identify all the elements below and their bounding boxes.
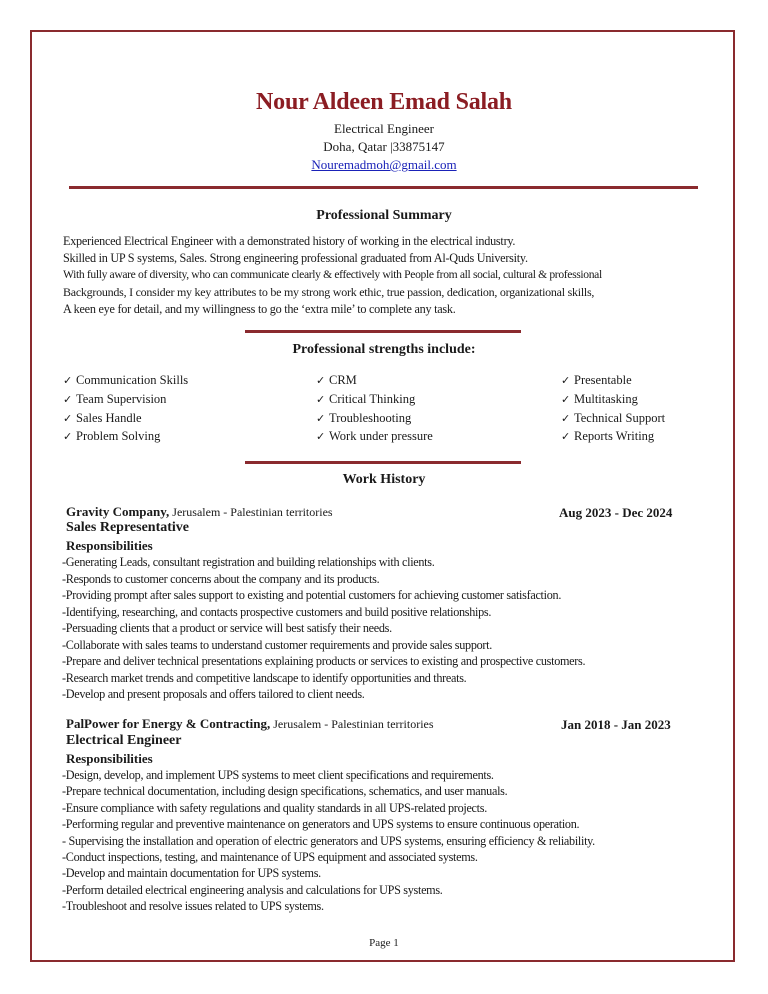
work-history-heading: Work History (342, 472, 426, 487)
checkmark-icon: ✓ (561, 394, 571, 406)
header-divider (69, 186, 698, 189)
responsibility-item: -Responds to customer concerns about the company and its products. (62, 571, 380, 586)
strength-item (561, 411, 665, 426)
checkmark-icon: ✓ (316, 394, 326, 406)
responsibility-item: -Conduct inspections, testing, and maintenance of UPS equipment and associated systems. (62, 850, 478, 864)
job-title: Electrical Engineer (66, 733, 182, 748)
candidate-name: Nour Aldeen Emad Salah (256, 89, 512, 115)
strength-item (316, 392, 415, 407)
strength-label: CRM (329, 373, 357, 387)
strength-item (316, 429, 433, 444)
job-company-line (66, 504, 333, 520)
strength-label: Technical Support (574, 411, 666, 425)
checkmark-icon: ✓ (316, 375, 326, 387)
responsibilities-label: Responsibilities (66, 751, 153, 766)
checkmark-icon: ✓ (63, 375, 73, 387)
strength-label: Problem Solving (76, 429, 161, 443)
strength-label: Sales Handle (76, 411, 142, 425)
strength-item (561, 429, 654, 444)
checkmark-icon: ✓ (561, 431, 571, 443)
responsibility-item: -Performing regular and preventive maintenance on generators and UPS systems to ensure continuous operation. (62, 817, 580, 832)
job-dates: Aug 2023 - Dec 2024 (559, 505, 673, 520)
summary-divider (245, 330, 521, 333)
responsibility-item: -Develop and maintain documentation for UPS systems. (62, 866, 321, 881)
strength-label: Presentable (574, 373, 632, 387)
strength-item (63, 429, 160, 444)
responsibility-item: -Prepare and deliver technical presentations explaining products or services to existing and prospective customers. (62, 654, 586, 668)
summary-line: With fully aware of diversity, who can communicate clearly & effectively with People from all social, cultural & professional (63, 268, 602, 281)
checkmark-icon: ✓ (561, 375, 571, 387)
company-name: PalPower for Energy & Contracting, (66, 716, 271, 731)
strength-label: Troubleshooting (329, 411, 412, 425)
email-line (0, 157, 768, 173)
responsibility-item: -Identifying, researching, and contacts prospective customers and build positive relationships. (62, 604, 492, 619)
checkmark-icon: ✓ (63, 394, 73, 406)
summary-heading: Professional Summary (316, 208, 452, 223)
email-link[interactable]: Nouremadmoh@gmail.com (311, 157, 457, 172)
job-dates: Jan 2018 - Jan 2023 (561, 717, 671, 732)
checkmark-icon: ✓ (316, 431, 326, 443)
checkmark-icon: ✓ (63, 413, 73, 425)
responsibility-item: -Perform detailed electrical engineering analysis and calculations for UPS systems. (62, 882, 443, 897)
strength-label: Work under pressure (329, 429, 433, 443)
strength-item (63, 392, 166, 407)
responsibility-item: -Generating Leads, consultant registration and building relationships with clients. (62, 555, 435, 569)
strength-item (561, 392, 638, 407)
responsibility-item: -Prepare technical documentation, including design specifications, schematics, and user manuals. (62, 784, 508, 799)
summary-line: Skilled in UP S systems, Sales. Strong engineering professional graduated from Al-Quds University. (63, 251, 528, 265)
responsibility-item: -Troubleshoot and resolve issues related to UPS systems. (62, 899, 324, 914)
responsibility-item: -Collaborate with sales teams to understand customer requirements and provide sales support. (62, 637, 492, 652)
location-phone: Doha, Qatar |33875147 (323, 139, 445, 154)
strength-item (63, 373, 188, 388)
company-name: Gravity Company, (66, 504, 170, 519)
company-location: Jerusalem - Palestinian territories (270, 717, 434, 731)
summary-line: Experienced Electrical Engineer with a demonstrated history of working in the electrical industry. (63, 234, 516, 248)
checkmark-icon: ✓ (63, 431, 73, 443)
responsibility-item: -Persuading clients that a product or service will best satisfy their needs. (62, 621, 392, 635)
responsibilities-label: Responsibilities (66, 538, 153, 553)
strength-item (63, 411, 142, 426)
job-company-line (66, 716, 434, 732)
responsibility-item: -Providing prompt after sales support to existing and potential customers for achieving customer satisfaction. (62, 588, 562, 602)
candidate-title: Electrical Engineer (334, 121, 434, 136)
job-title: Sales Representative (66, 520, 189, 535)
strength-item (316, 373, 357, 388)
strength-item (316, 411, 411, 426)
responsibility-item: -Ensure compliance with safety regulations and quality standards in all UPS-related projects. (62, 800, 487, 815)
strength-label: Team Supervision (76, 392, 167, 406)
summary-line: A keen eye for detail, and my willingness to go the ‘extra mile’ to complete any task. (63, 302, 456, 316)
responsibility-item: -Develop and present proposals and offers tailored to client needs. (62, 687, 365, 701)
strengths-divider (245, 461, 521, 464)
strengths-heading: Professional strengths include: (292, 342, 476, 357)
checkmark-icon: ✓ (561, 413, 571, 425)
checkmark-icon: ✓ (316, 413, 326, 425)
strength-item (561, 373, 632, 388)
strength-label: Reports Writing (574, 429, 655, 443)
responsibility-item: -Design, develop, and implement UPS systems to meet client specifications and requirements. (62, 768, 494, 782)
strength-label: Critical Thinking (329, 392, 416, 406)
responsibility-item: -Research market trends and competitive landscape to identify opportunities and threats. (62, 670, 467, 685)
page-number: Page 1 (369, 937, 399, 949)
company-location: Jerusalem - Palestinian territories (169, 505, 333, 519)
strength-label: Multitasking (574, 392, 638, 406)
strength-label: Communication Skills (76, 373, 189, 387)
responsibility-item: - Supervising the installation and operation of electric generators and UPS systems, ensuring efficiency & reliability. (62, 833, 595, 848)
summary-line: Backgrounds, I consider my key attributes to be my strong work ethic, true passion, dedication, organizational skills, (63, 285, 595, 299)
